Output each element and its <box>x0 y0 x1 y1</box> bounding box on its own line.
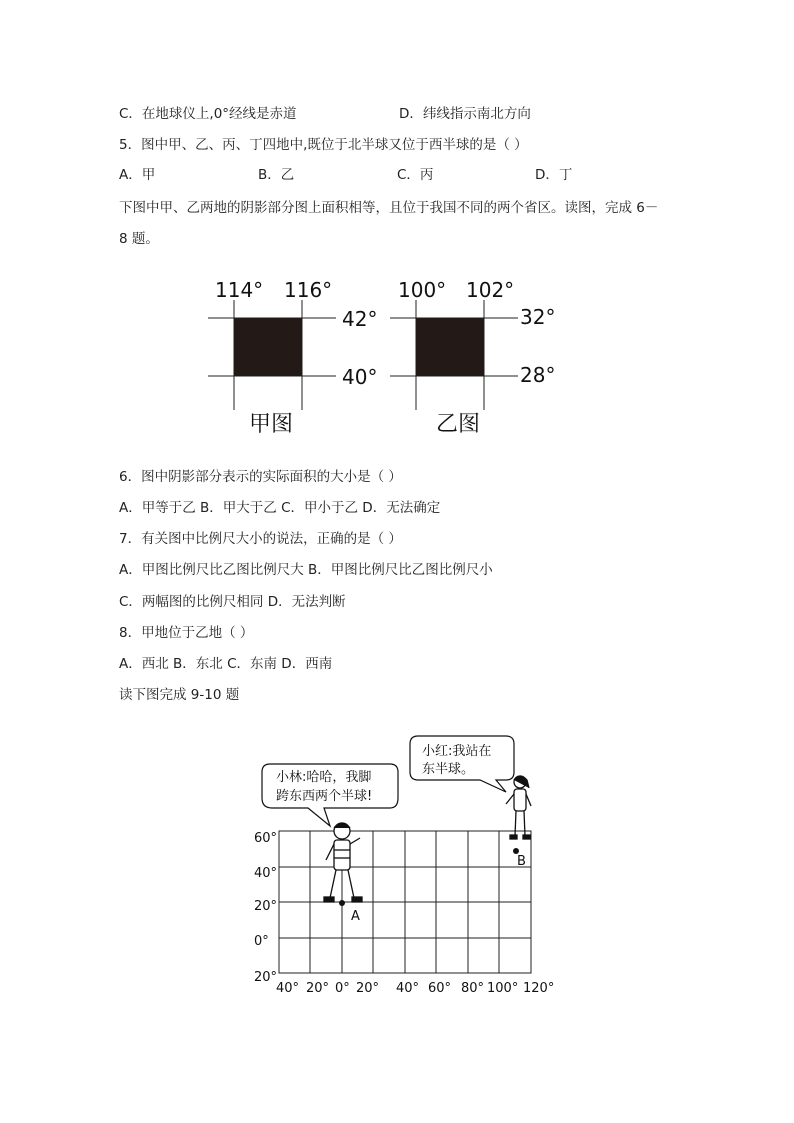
bubble-xiaohong-line1: 小红:我站在 <box>422 744 492 759</box>
lat-label-0: 0° <box>254 934 269 949</box>
speech-bubble-xiaolin <box>262 764 398 826</box>
jia-lat-bottom: 40° <box>342 365 378 389</box>
q7-options-1: A．甲图比例尺比乙图比例尺大 B．甲图比例尺比乙图比例尺小 <box>119 562 493 578</box>
lon-label-40w: 40° <box>276 981 300 996</box>
intro-6-8-line2: 8 题。 <box>119 231 159 247</box>
q4-option-c: C．在地球仪上,0°经线是赤道 <box>119 106 297 122</box>
jia-caption: 甲图 <box>249 412 294 437</box>
q6-options: A．甲等于乙 B．甲大于乙 C．甲小于乙 D．无法确定 <box>119 500 441 516</box>
q8-stem: 8．甲地位于乙地（ ） <box>119 625 254 641</box>
lon-label-40e: 40° <box>396 981 420 996</box>
jia-lon-right: 116° <box>284 278 333 302</box>
q7-stem: 7．有关图中比例尺大小的说法，正确的是（ ） <box>119 531 402 547</box>
point-a-label: A <box>351 909 360 924</box>
shaded-area-jia <box>234 318 302 376</box>
lon-label-80e: 80° <box>461 981 485 996</box>
figure-hemisphere-grid <box>248 728 568 1000</box>
q5-option-c: C．丙 <box>397 167 434 183</box>
shaded-area-yi <box>416 318 484 376</box>
q7-options-2: C．两幅图的比例尺相同 D．无法判断 <box>119 594 346 610</box>
q4-option-d: D．纬线指示南北方向 <box>399 106 531 122</box>
point-b-label: B <box>517 854 526 869</box>
lat-label-20s: 20° <box>254 970 278 985</box>
lon-label-20e: 20° <box>356 981 380 996</box>
q5-option-a: A．甲 <box>119 167 156 183</box>
bubble-xiaolin-line2: 跨东西两个半球! <box>276 789 373 804</box>
figure-jia-yi <box>200 272 580 442</box>
lat-label-60: 60° <box>254 831 278 846</box>
q5-option-b: B．乙 <box>258 167 295 183</box>
point-a-marker <box>339 900 345 906</box>
lon-label-20w: 20° <box>306 981 330 996</box>
yi-lon-right: 102° <box>466 278 515 302</box>
yi-lat-top: 32° <box>520 305 556 329</box>
lon-label-60e: 60° <box>428 981 452 996</box>
jia-lon-left: 114° <box>215 278 264 302</box>
bubble-xiaohong-line2: 东半球。 <box>422 762 475 777</box>
intro-6-8-line1: 下图中甲、乙两地的阴影部分图上面积相等，且位于我国不同的两个省区。读图，完成 6－ <box>119 200 659 216</box>
jia-lat-top: 42° <box>342 307 378 331</box>
figure-jia <box>208 278 377 437</box>
q6-stem: 6．图中阴影部分表示的实际面积的大小是（ ） <box>119 469 402 485</box>
lon-label-0: 0° <box>335 981 350 996</box>
lat-label-20: 20° <box>254 899 278 914</box>
figure-yi <box>390 278 555 437</box>
lon-label-120e: 120° <box>523 981 555 996</box>
yi-lat-bottom: 28° <box>520 363 556 387</box>
q8-options: A．西北 B．东北 C．东南 D．西南 <box>119 656 333 672</box>
speech-bubble-xiaohong <box>410 736 514 792</box>
yi-caption: 乙图 <box>436 412 481 437</box>
lat-lon-grid <box>279 831 531 973</box>
q5-stem: 5．图中甲、乙、丙、丁四地中,既位于北半球又位于西半球的是（ ） <box>119 137 528 153</box>
bubble-xiaolin-line1: 小林:哈哈，我脚 <box>276 770 372 785</box>
person-xiaohong <box>506 776 531 839</box>
lat-label-40: 40° <box>254 866 278 881</box>
yi-lon-left: 100° <box>398 278 447 302</box>
intro-9-10: 读下图完成 9-10 题 <box>119 687 240 703</box>
lon-label-100e: 100° <box>487 981 519 996</box>
person-xiaolin <box>324 823 362 902</box>
q5-option-d: D．丁 <box>535 167 573 183</box>
